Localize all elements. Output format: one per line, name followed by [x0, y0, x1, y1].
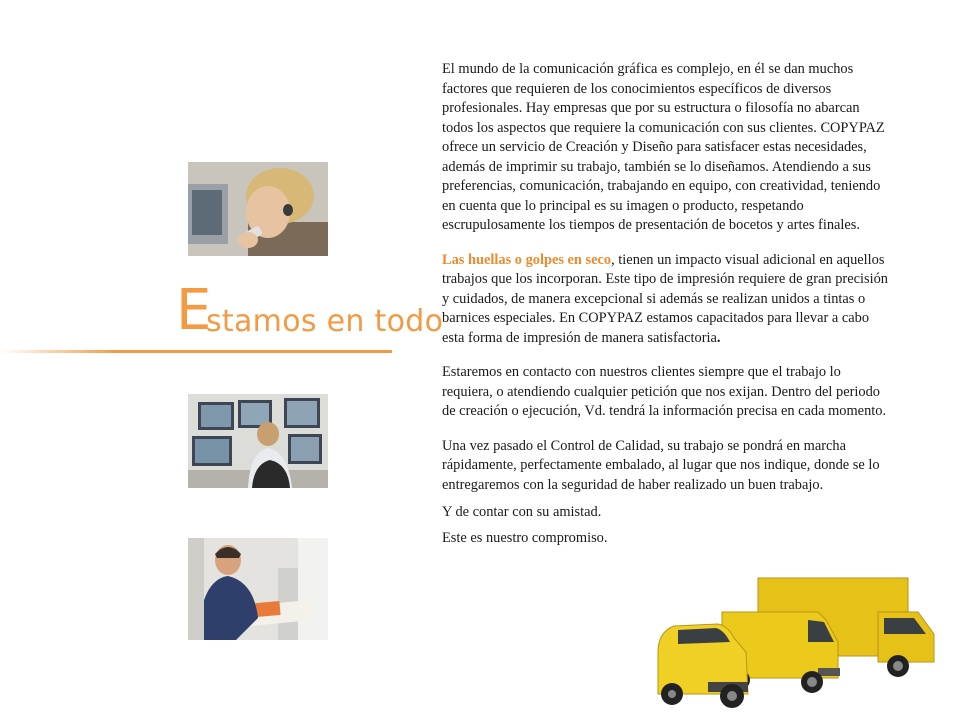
heading-text: stamos en todo: [206, 304, 444, 339]
paragraph-delivery: Una vez pasado el Control de Calidad, su trabajo se pondrá en marcha rápidamente, perfectamente embalado, al lugar que nos indique, donde se lo entregaremos con la seguridad de haber realizado un buen trabajo.: [442, 437, 880, 493]
paragraph-commitment: Este es nuestro compromiso.: [442, 529, 608, 546]
heading-initial: E: [176, 278, 212, 343]
embossing-text: , tienen un impacto visual adicional en aquellos trabajos que los incorporan. Este tipo de impresión requiere de gran precisión y cuidados, de manera excepcional si además se realizan unidos a tintas o barnices especiales. En COPYPAZ estamos capacitados para llevar a cabo esta forma de impresión de manera satisfactoria: [442, 251, 888, 346]
heading-underline: [0, 350, 392, 353]
woman-on-phone-photo: [188, 162, 328, 256]
paragraph-friendship: Y de contar con su amistad.: [442, 504, 602, 520]
section-heading: [176, 278, 444, 353]
body-text: [442, 60, 890, 550]
paragraph-contact: Estaremos en contacto con nuestros clientes siempre que el trabajo lo requiera, o atendiendo cualquier petición que nos exijan. Dentro del periodo de creación o ejecución, Vd. tendrá la información precisa en cada momento.: [442, 364, 887, 419]
person-at-monitors-photo: [188, 394, 328, 488]
paragraph-embossing: [442, 251, 890, 349]
man-at-desk-photo: [188, 538, 328, 640]
paragraph-design-service: El mundo de la comunicación gráfica es complejo, en él se dan muchos factores que requieren de los conocimientos específicos de diversos profesionales. Hay empresas que por su estructura o filosofía no abarcan todos los aspectos que requiere la comunicación con sus clientes. COPYPAZ ofrece un servicio de Creación y Diseño para satisfacer estas necesidades, además de imprimir su trabajo, también se lo diseñamos. Atendiendo a sus preferencias, comunicación, trabajando en equipo, con creatividad, teniendo en cuenta que lo principal es su imagen o producto, respetando escrupulosamente los tiempos de presentación de bocetos y artes finales.: [442, 61, 885, 233]
embossing-highlight: Las huellas o golpes en seco: [442, 251, 612, 268]
embossing-period: .: [716, 329, 721, 346]
delivery-vans-photo: [648, 572, 938, 712]
